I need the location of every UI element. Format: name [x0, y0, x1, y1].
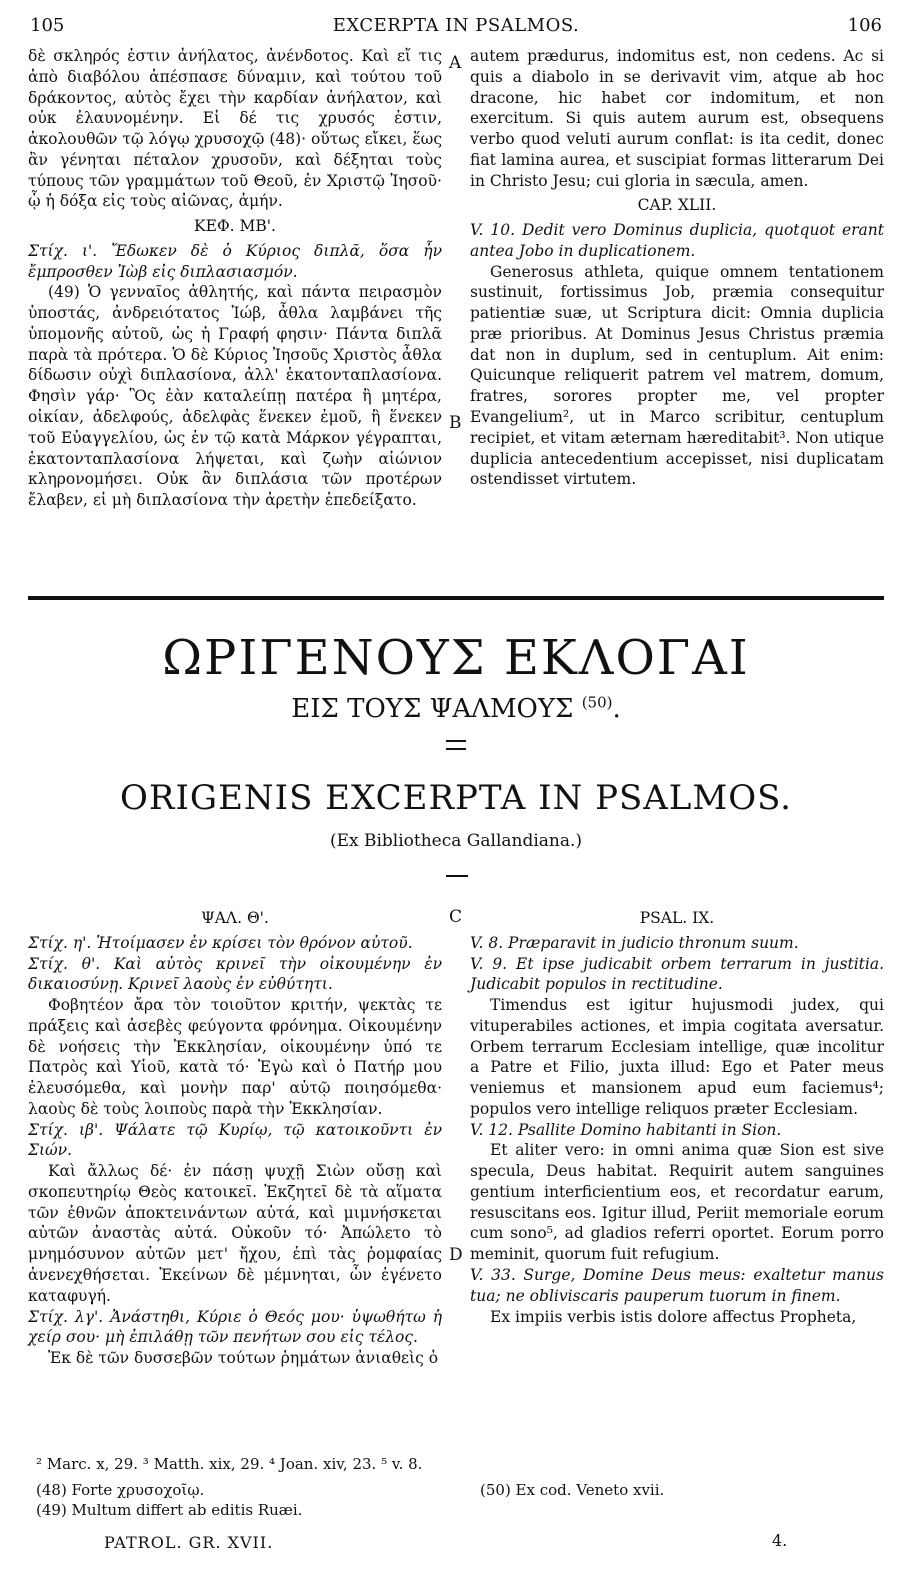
source-note: (Ex Bibliotheca Gallandiana.) — [329, 831, 583, 851]
latin-paragraph-5: Ex impiis verbis istis dolore affectus Propheta, — [490, 1307, 857, 1326]
greek-subtitle-end: . — [612, 694, 621, 724]
footnote-48: (48) Forte χρυσοχοῖῳ. — [36, 1481, 205, 1499]
margin-marker-b: B — [449, 413, 462, 433]
greek-paragraph-2: (49) Ὁ γενναῖος ἀθλητής, καὶ πάντα πειρασμὸν ὑποστάς, ἀνδρειότατος Ἰώβ, ἆθλα λαμβάνει τῆς ὑπομονῆς αὐτοῦ, ὡς ἡ Γραφή φησιν· Πάντα διπλᾶ παρὰ τὰ πρότερα. Ὁ δὲ Κύριος Ἰησοῦς Χριστὸς ἆθλα δίδωσιν οὐχὶ διπλασίονα, ἀλλ' ἑκατονταπλασίονα. Φησὶν γάρ· Ὃς ἐὰν καταλείπῃ πατέρα ἢ μητέρα, οἰκίαν, ἀδελφούς, ἀδελφὰς ἕνεκεν ἐμοῦ, ἢ ἕνεκεν τοῦ Εὐαγγελίου, ὡς ἐν τῷ κατὰ Μάρκον γέγραπται, ἑκατονταπλασίονα λήψεται, καὶ ζωὴν αἰώνιον κληρονομήσει. Οὐκ ἂν διπλάσια τῶν προτέρων ἔλαβεν, εἰ μὴ διπλασίονα τὴν ἀρετὴν ἐπεδείξατο. — [28, 283, 442, 510]
latin-column-bottom — [470, 904, 884, 1327]
latin-paragraph-3: Timendus est igitur hujusmodi judex, qui vituperabiles actiones, et impia cogitata aversatur. Orbem terrarum Ecclesiam intellige, quæ incolitur a Patre et Filio, juxta illud: Ego et Pater meus veniemus et mansionem apud eum faciemus⁴; populos vero intellige reliquos præter Ecclesiam. — [470, 996, 884, 1118]
greek-subtitle — [0, 692, 912, 727]
greek-verse-8: Στίχ. η'. Ἡτοίμασεν ἐν κρίσει τὸν θρόνον αὐτοῦ. — [28, 933, 413, 952]
greek-subtitle-text: ΕΙΣ ΤΟΥΣ ΨΑΛΜΟΥΣ — [291, 694, 574, 724]
greek-psalm-heading: ΨΑΛ. Θ'. — [201, 909, 269, 927]
sheet-mark: 4. — [772, 1531, 788, 1550]
greek-verse-33: Στίχ. λγ'. Ἀνάστηθι, Κύριε ὁ Θεός μου· ὑψωθήτω ἡ χείρ σου· μὴ ἐπιλάθῃ τῶν πενήτων σου εἰς τέλος. — [28, 1307, 442, 1347]
greek-paragraph-5: Ἐκ δὲ τῶν δυσσεβῶν τούτων ῥημάτων ἀνιαθεὶς ὁ — [48, 1349, 439, 1368]
greek-verse-10: Στίχ. ι'. Ἔδωκεν δὲ ὁ Κύριος διπλᾶ, ὅσα ἦν ἔμπροσθεν Ἰὼβ εἰς διπλασιασμόν. — [28, 241, 442, 281]
running-title: EXCERPTA IN PSALMOS. — [332, 15, 580, 36]
latin-paragraph-4: Et aliter vero: in omni anima quæ Sion est sive specula, Deus habitat. Requirit autem sanguines gentium interficientium eos, et recordatur earum, resuscitans eos. Igitur illud, Periit memoriale eorum cum sono⁵, ad gladios referri oportet. Eorum porro meminit, quorum fuit refugium. — [470, 1141, 884, 1264]
latin-column-top — [470, 46, 884, 490]
footnote-49: (49) Multum differt ab editis Ruæi. — [36, 1501, 303, 1519]
double-rule — [446, 740, 466, 750]
latin-psalm-heading: PSAL. IX. — [639, 909, 715, 927]
latin-main-title: ORIGENIS EXCERPTA IN PSALMOS. — [120, 778, 792, 818]
greek-column-top — [28, 46, 442, 511]
latin-verse-12: V. 12. Psallite Domino habitanti in Sion. — [470, 1120, 782, 1139]
greek-column-bottom — [28, 904, 442, 1369]
greek-paragraph-4: Καὶ ἄλλως δέ· ἐν πάσῃ ψυχῇ Σιὼν οὔσῃ καὶ σκοπευτηρίῳ Θεὸς κατοικεῖ. Ἐκζητεῖ δὲ τὰ αἵματα τῶν ἐθνῶν ἀποκτεινάντων αὐτά, καὶ μιμνήσκεται αὐτῶν ἀναστὰς αὐτά. Οὐκοῦν τό· Ἀπώλετο τὸ μνημόσυνον αὐτῶν μετ' ἤχου, ἐπὶ τὰς ῥομφαίας ἀνενεχθήσεται. Ἐκείνων δὲ μέμνηται, ὧν ἐγένετο καταφυγή. — [28, 1162, 442, 1305]
latin-verse-9: V. 9. Et ipse judicabit orbem terrarum in justitia. Judicabit populos in rectitudine. — [470, 954, 884, 994]
margin-marker-d: D — [449, 1245, 463, 1265]
latin-paragraph-1: autem prædurus, indomitus est, non cedens. Ac si quis a diabolo in se derivavit vim, atque ab hoc dracone, hic habet cor indomitum, et non exercitum. Si quis autem aurum est, obsequens verbo quod veluti aurum conflat: is ita cedit, donec fiat lamina aurea, et suscipiat formas litterarum Dei in Christo Jesu; cui gloria in sæcula, amen. — [470, 47, 884, 190]
greek-main-title: ΩΡΙΓΕΝΟΥΣ ΕΚΛΟΓΑΙ — [162, 630, 750, 686]
section-divider-rule — [28, 596, 884, 600]
page-number-left: 105 — [30, 15, 65, 36]
signature-line: PATROL. GR. XVII. — [104, 1533, 274, 1552]
greek-verse-12: Στίχ. ιβ'. Ψάλατε τῷ Κυρίῳ, τῷ κατοικοῦντι ἐν Σιών. — [28, 1120, 442, 1160]
greek-paragraph-3: Φοβητέον ἄρα τὸν τοιοῦτον κριτήν, ψεκτὰς τε πράξεις καὶ ἀσεβὲς φεύγοντα φρόνημα. Οἰκουμένην δὲ νοήσεις τὴν Ἐκκλησίαν, οἰκουμένην ὑπό τε Πατρὸς καὶ Υἱοῦ, κατὰ τό· Ἐγὼ καὶ ὁ Πατήρ μου ἐλευσόμεθα, καὶ μονὴν παρ' αὐτῷ ποιησόμεθα· λαοὺς δὲ τοὺς λοιποὺς παρὰ τὴν Ἐκκλησίαν. — [28, 996, 442, 1118]
latin-verse-8: V. 8. Præparavit in judicio thronum suum. — [470, 933, 799, 952]
page-header — [26, 14, 886, 40]
margin-marker-c: C — [449, 907, 463, 927]
latin-verse-33: V. 33. Surge, Domine Deus meus: exaltetur manus tua; ne obliviscaris pauperum tuorum in finem. — [470, 1266, 884, 1305]
latin-chapter-heading: CAP. XLII. — [637, 196, 717, 215]
short-dash — [446, 875, 468, 877]
page-number-right: 106 — [847, 15, 882, 36]
greek-paragraph-1: δὲ σκληρός ἐστιν ἀνήλατος, ἀνένδοτος. Καὶ εἴ τις ἀπὸ διαβόλου ἀπέσπασε δύναμιν, καὶ τούτου τοῦ δράκοντος, αὐτὸς ἔχει τὴν καρδίαν ἀνήλατον, καὶ οὐκ ἐλαυνομένην. Εἰ δέ τις χρυσός ἐστιν, ἀκολουθῶν τῷ λόγῳ χρυσοχῷ (48)· οὕτως εἴκει, ἕως ἂν γένηται πέταλον χρυσοῦν, καὶ δέξηται τοὺς τύπους τῶν γραμμάτων τοῦ Θεοῦ, ἐν Χριστῷ Ἰησοῦ· ᾧ ἡ δόξα εἰς τοὺς αἰῶνας, ἀμήν. — [28, 47, 442, 211]
latin-paragraph-2: Generosus athleta, quique omnem tentationem sustinuit, fortissimus Job, præmia consequitur patientiæ suæ, ut Scriptura dicit: Omnia duplicia præ prioribus. At Dominus Jesus Christus præmia dat non in duplum, sed in centuplum. Ait enim: Quicunque reliquerit patrem vel matrem, domum, fratres, sorores propter me, vel propter Evangelium², ut in Marco scribitur, centuplum recipiet, et vitam æternam hæreditabit³. Non utique duplicia antecedentium accepisset, nisi duplicatam ostendisset virtutem. — [470, 262, 884, 489]
greek-subtitle-note: (50) — [581, 693, 613, 712]
scripture-references: ² Marc. x, 29. ³ Matth. xix, 29. ⁴ Joan. xiv, 23. ⁵ v. 8. — [36, 1455, 423, 1473]
footnote-50: (50) Ex cod. Veneto xvii. — [480, 1481, 665, 1499]
margin-marker-a: A — [449, 53, 462, 73]
latin-verse-10: V. 10. Dedit vero Dominus duplicia, quotquot erant antea Jobo in duplicationem. — [470, 221, 884, 260]
greek-verse-9: Στίχ. θ'. Καὶ αὐτὸς κρινεῖ τὴν οἰκουμένην ἐν δικαιοσύνῃ. Κρινεῖ λαοὺς ἐν εὐθύτητι. — [28, 954, 442, 994]
greek-chapter-heading: ΚΕΦ. ΜΒ'. — [194, 217, 276, 236]
